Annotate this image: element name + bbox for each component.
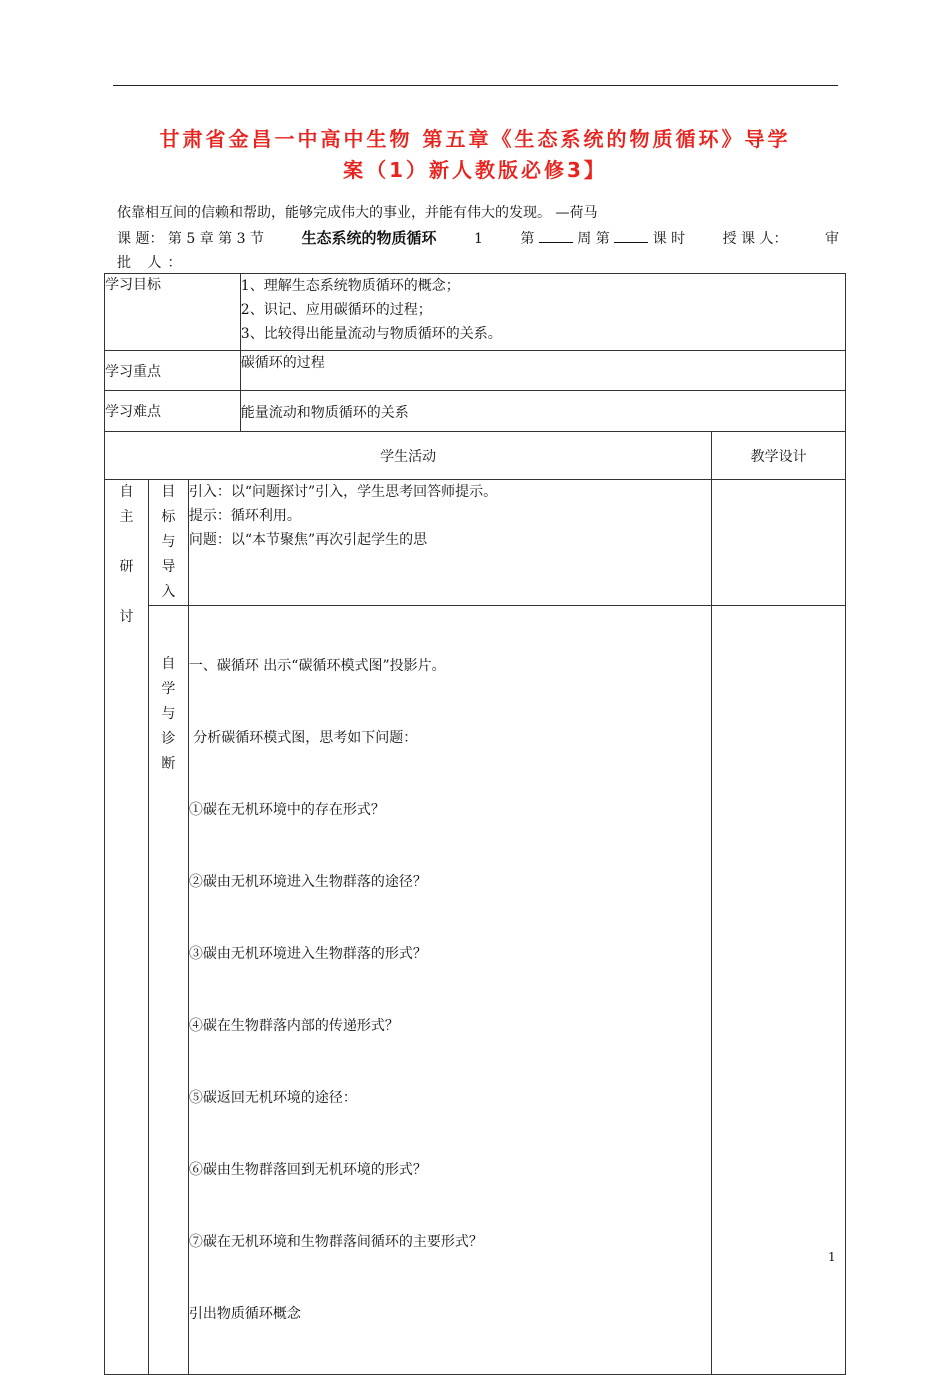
diagnosis-line: 引出物质循环概念 <box>188 1306 301 1322</box>
goal-item: 2、识记、应用碳循环的过程； <box>240 302 432 318</box>
title-line-2: 案（1）新人教版必修3】 <box>343 158 607 182</box>
diagnosis-content <box>188 606 711 1375</box>
reviewer-label: 审 <box>824 231 839 247</box>
intro-line: 问题：以“本节聚焦”再次引起学生的思 <box>188 532 428 548</box>
lesson-hours: 1 <box>473 231 483 247</box>
diagnosis-line: ⑤碳返回无机环境的途径： <box>188 1090 357 1106</box>
diagnosis-line: ④碳在生物群落内部的传递形式？ <box>188 1018 399 1034</box>
difficulty-text: 能量流动和物质循环的关系 <box>240 391 845 432</box>
goal-item: 1、理解生态系统物质循环的概念； <box>240 278 460 294</box>
intro-label: 目 标 与 导 入 <box>148 480 188 606</box>
intro-row <box>105 480 846 606</box>
diagnosis-line: ③碳由无机环境进入生物群落的形式？ <box>188 946 427 962</box>
period-blank <box>614 230 648 243</box>
self-study-section <box>105 480 149 1375</box>
diagnosis-design-cell <box>712 606 846 1375</box>
goals-content <box>240 274 845 351</box>
goals-label: 学习目标 <box>105 274 241 351</box>
week-prefix: 第 <box>520 231 535 247</box>
teaching-design-header: 教学设计 <box>712 432 846 480</box>
header-rule <box>113 85 838 86</box>
intro-design-cell <box>712 480 846 606</box>
key-point-text: 碳循环的过程 <box>240 351 845 391</box>
lesson-topic: 生态系统的物质循环 <box>301 229 437 247</box>
diagnosis-label: 自 学 与 诊 断 <box>148 606 188 1375</box>
section-char: 研 <box>119 559 134 575</box>
document-title <box>105 124 845 186</box>
title-line-1: 甘肃省金昌一中高中生物 第五章《生态系统的物质循环》导学 <box>159 127 791 151</box>
goal-item: 3、比较得出能量流动与物质循环的关系。 <box>240 326 502 342</box>
diagnosis-line: ①碳在无机环境中的存在形式？ <box>188 802 385 818</box>
intro-line: 提示：循环利用。 <box>188 508 301 524</box>
section-char: 讨 <box>119 609 134 625</box>
student-activity-header: 学生活动 <box>105 432 712 480</box>
key-point-label: 学习重点 <box>105 351 241 391</box>
lesson-plan-table <box>104 273 846 1375</box>
intro-line: 引入：以“问题探讨”引入，学生思考回答师提示。 <box>188 484 498 500</box>
section-char: 自 <box>119 484 134 500</box>
difficulty-row <box>105 391 846 432</box>
diagnosis-line: ⑥碳由生物群落回到无机环境的形式？ <box>188 1162 427 1178</box>
teacher-label: 授 课 人： <box>722 231 788 247</box>
intro-content <box>188 480 711 606</box>
week-field <box>520 228 685 248</box>
key-point-row <box>105 351 846 391</box>
diagnosis-row <box>105 606 846 1375</box>
header-row <box>105 432 846 480</box>
section-char: 主 <box>119 509 134 525</box>
week-suffix: 周 第 <box>577 231 610 247</box>
period-suffix: 课 时 <box>652 231 686 247</box>
diagnosis-line: 分析碳循环模式图，思考如下问题： <box>188 730 418 746</box>
diagnosis-line: ⑦碳在无机环境和生物群落间循环的主要形式？ <box>188 1234 483 1250</box>
reviewer-label-cont: 批 人： <box>117 255 188 271</box>
diagnosis-line: 一、碳循环 出示“碳循环模式图”投影片。 <box>188 658 446 674</box>
lesson-info <box>117 227 839 272</box>
difficulty-label: 学习难点 <box>105 391 241 432</box>
diagnosis-line: ②碳由无机环境进入生物群落的途径？ <box>188 874 427 890</box>
goals-row <box>105 274 846 351</box>
course-label: 课 题： 第 5 章 第 3 节 <box>117 231 264 247</box>
page-number: 1 <box>828 1250 836 1264</box>
week-blank <box>539 230 573 243</box>
motto: 依靠相互间的信赖和帮助，能够完成伟大的事业，并能有伟大的发现。 —荷马 <box>117 205 598 221</box>
